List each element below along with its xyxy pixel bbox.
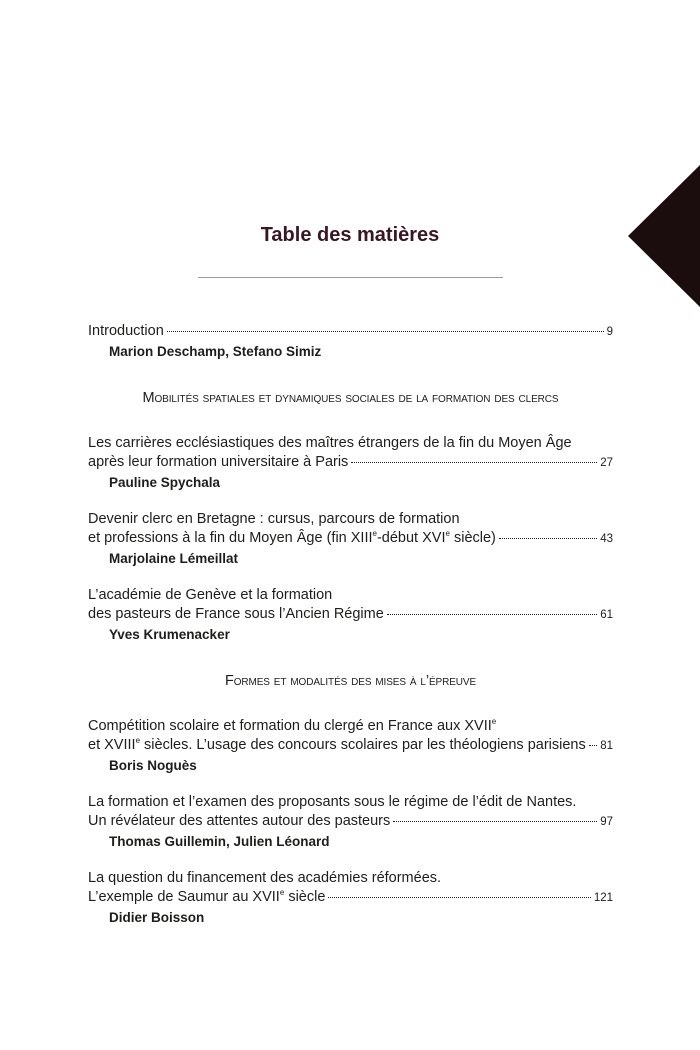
entry-author: Pauline Spychala	[109, 475, 221, 490]
entry-title-continued: L’exemple de Saumur au XVIIe siècle	[88, 888, 326, 905]
entry-title: Devenir clerc en Bretagne : cursus, parcours de formation	[88, 511, 460, 527]
toc-entry-krumenacker[interactable]	[88, 586, 613, 645]
dot-leader	[589, 745, 597, 746]
toc-line	[88, 529, 613, 549]
page-title: Table des matières	[260, 224, 440, 246]
toc-line	[88, 453, 613, 473]
entry-author: Yves Krumenacker	[109, 627, 230, 642]
page-number: 43	[600, 533, 613, 545]
entry-author: Marion Deschamp, Stefano Simiz	[109, 344, 322, 359]
entry-title: Les carrières ecclésiastiques des maîtres étrangers de la fin du Moyen Âge	[88, 435, 572, 451]
dot-leader	[328, 897, 590, 898]
page-number: 9	[606, 326, 613, 338]
toc-line	[88, 869, 613, 888]
toc-entry-introduction[interactable]	[88, 322, 613, 362]
entry-title-continued: des pasteurs de France sous l’Ancien Régime	[88, 606, 384, 622]
dot-leader	[499, 538, 597, 539]
page-number: 27	[600, 457, 613, 469]
section-heading-mobilites: Mobilités spatiales et dynamiques sociales de la formation des clercs	[142, 390, 559, 406]
toc-entry-boisson[interactable]	[88, 869, 613, 928]
toc-line	[88, 510, 613, 529]
page-number: 81	[600, 740, 613, 752]
entry-title: La question du financement des académies réformées.	[88, 870, 442, 886]
toc-line	[88, 434, 613, 453]
toc-entry-lemeillat[interactable]	[88, 510, 613, 569]
dot-leader	[393, 821, 597, 822]
entry-title: Compétition scolaire et formation du clergé en France aux XVIIe	[88, 717, 497, 734]
toc-line	[88, 793, 613, 812]
entry-title-continued: Un révélateur des attentes autour des pasteurs	[88, 813, 391, 829]
toc-entry-nogues[interactable]	[88, 717, 613, 776]
dot-leader	[351, 462, 597, 463]
page-number: 61	[600, 609, 613, 621]
entry-author: Thomas Guillemin, Julien Léonard	[109, 834, 330, 849]
toc-entry-spychala[interactable]	[88, 434, 613, 493]
toc-line	[88, 605, 613, 625]
entry-title: La formation et l’examen des proposants sous le régime de l’édit de Nantes.	[88, 794, 577, 810]
dot-leader	[167, 331, 604, 332]
table-of-contents	[88, 322, 613, 945]
page-number: 121	[593, 892, 613, 904]
toc-line	[88, 586, 613, 605]
title-divider	[198, 277, 503, 278]
entry-title-continued: et professions à la fin du Moyen Âge (fin XIIIe-début XVIe siècle)	[88, 529, 496, 546]
entry-author: Didier Boisson	[109, 910, 205, 925]
toc-entry-guillemin-leonard[interactable]	[88, 793, 613, 852]
section-heading-formes: Formes et modalités des mises à l’épreuve	[224, 673, 477, 689]
entry-title: Introduction	[88, 323, 164, 339]
toc-line	[88, 812, 613, 832]
toc-line	[88, 888, 613, 908]
dot-leader	[387, 614, 597, 615]
page-number: 97	[600, 816, 613, 828]
entry-title-continued: et XVIIIe siècles. L’usage des concours scolaires par les théologiens parisiens	[88, 736, 586, 753]
toc-line	[88, 717, 613, 736]
toc-line	[88, 736, 613, 756]
entry-author: Marjolaine Lémeillat	[109, 551, 239, 566]
entry-title-continued: après leur formation universitaire à Paris	[88, 454, 349, 470]
toc-line	[88, 322, 613, 342]
entry-author: Boris Noguès	[109, 758, 197, 773]
entry-title: L’académie de Genève et la formation	[88, 587, 333, 603]
